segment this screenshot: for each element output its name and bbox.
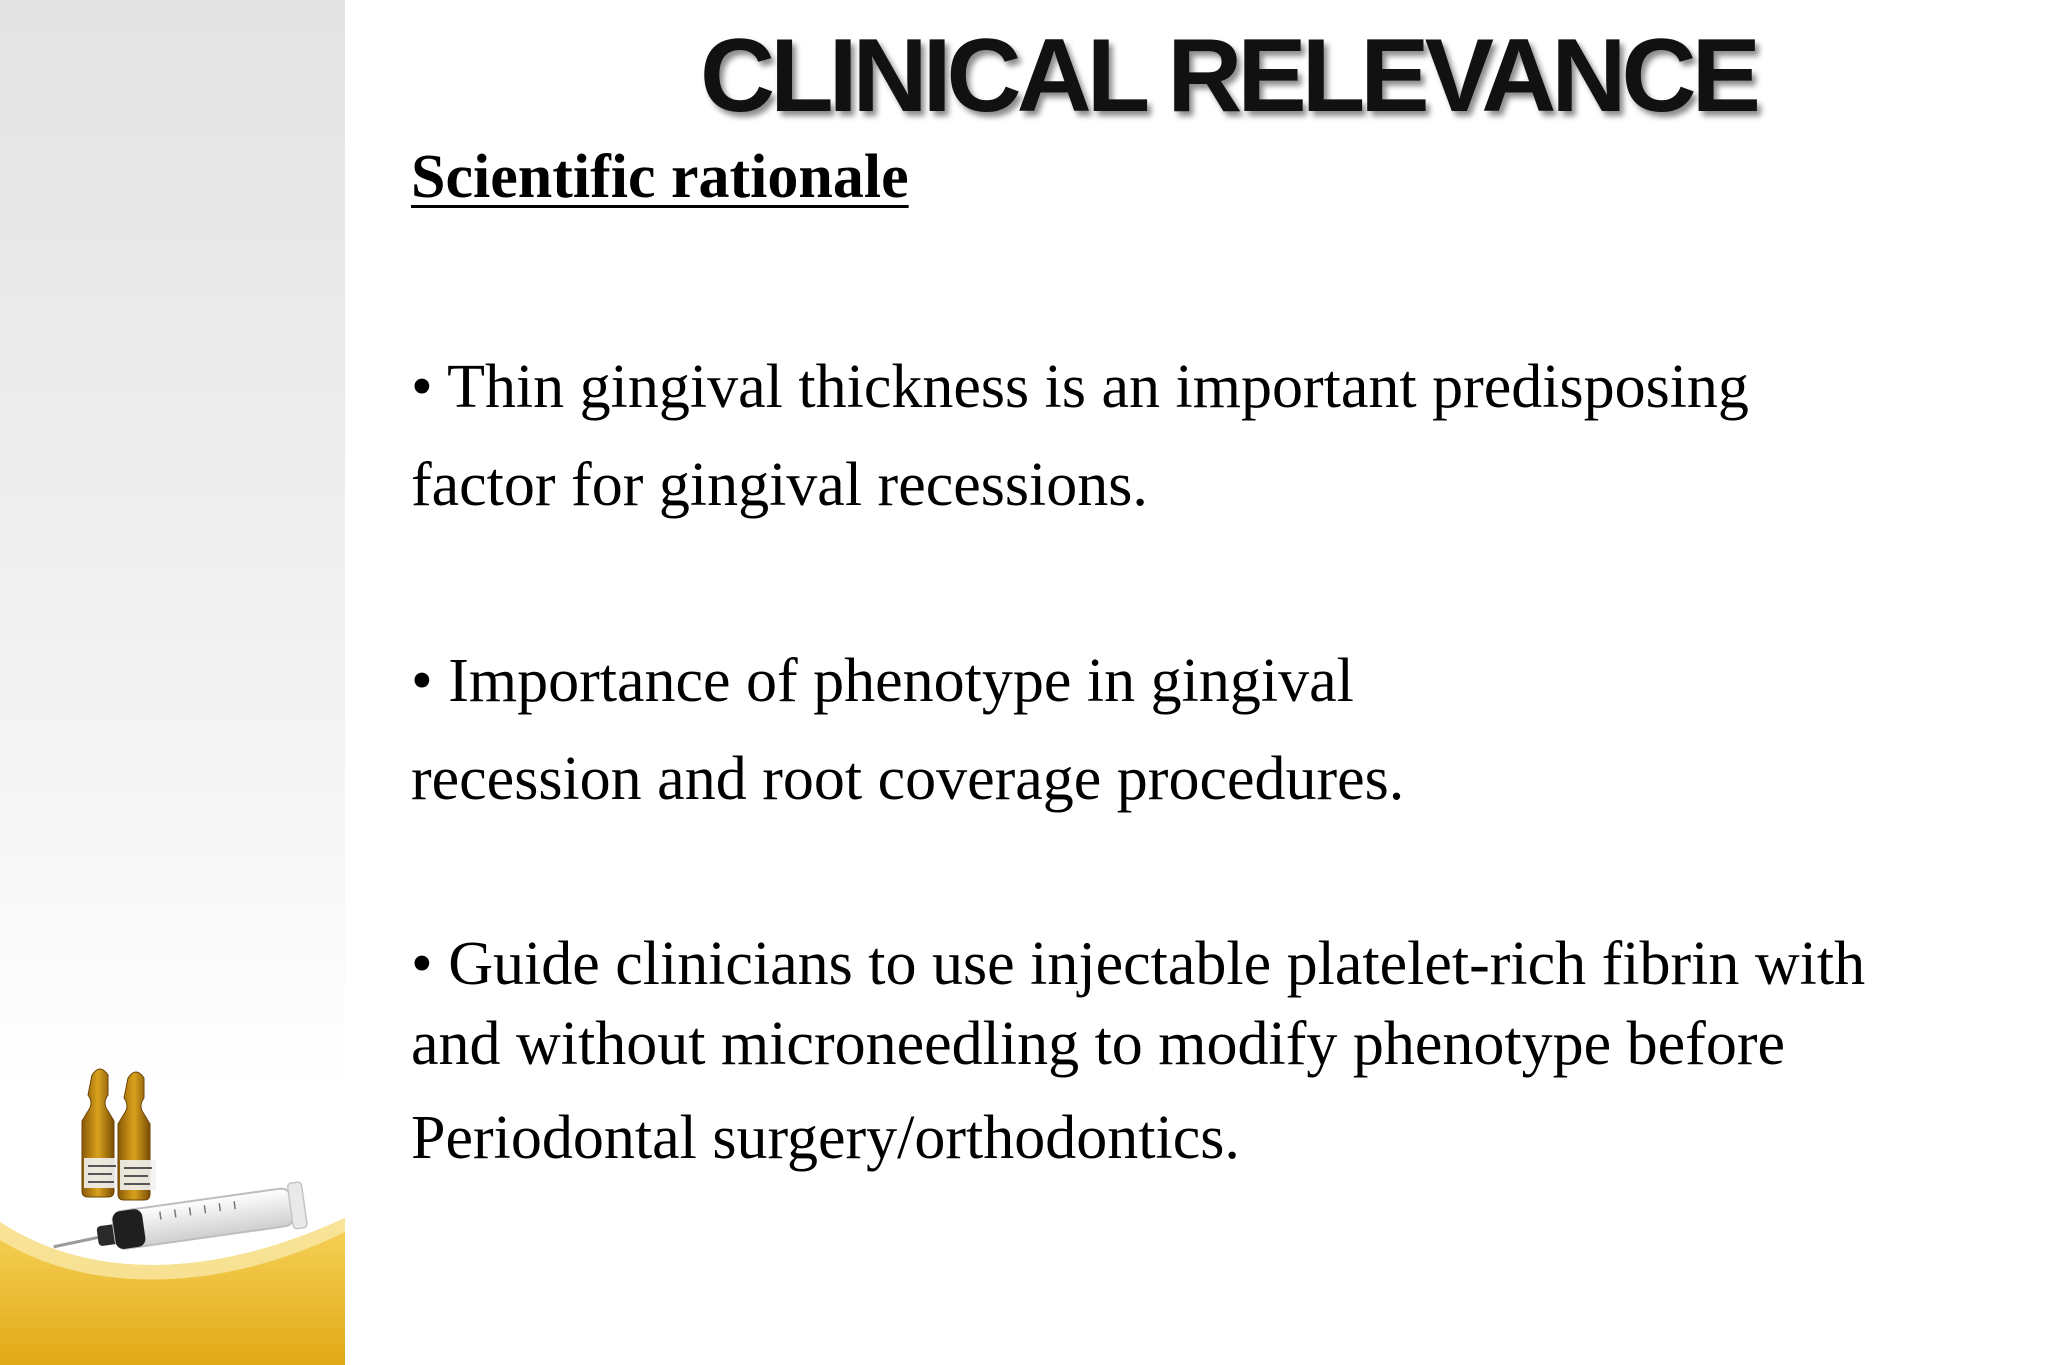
bullet-point-2 [411, 632, 1404, 828]
bullet-2-line-1: • Importance of phenotype in gingival [411, 647, 1354, 715]
bullet-point-3 [411, 924, 1865, 1084]
section-subtitle: Scientific rationale [411, 143, 909, 211]
bullet-3-line-2: and without microneedling to modify phenotype before [411, 1010, 1785, 1078]
slide-title: CLINICAL RELEVANCE [700, 18, 1756, 134]
bullet-2-line-2: recession and root coverage procedures. [411, 745, 1405, 813]
ampoule-syringe-icon [0, 0, 345, 1365]
bullet-3-line-1: • Guide clinicians to use injectable platelet-rich fibrin with [411, 930, 1866, 998]
bullet-1-line-2: factor for gingival recessions. [411, 451, 1148, 519]
bullet-point-1 [411, 338, 1749, 534]
bullet-3-line-3: Periodontal surgery/orthodontics. [411, 1104, 1240, 1172]
bullet-1-line-1: • Thin gingival thickness is an important predisposing [411, 353, 1749, 421]
side-decoration-panel [0, 0, 345, 1365]
bullet-point-3-continued [411, 1089, 1240, 1187]
